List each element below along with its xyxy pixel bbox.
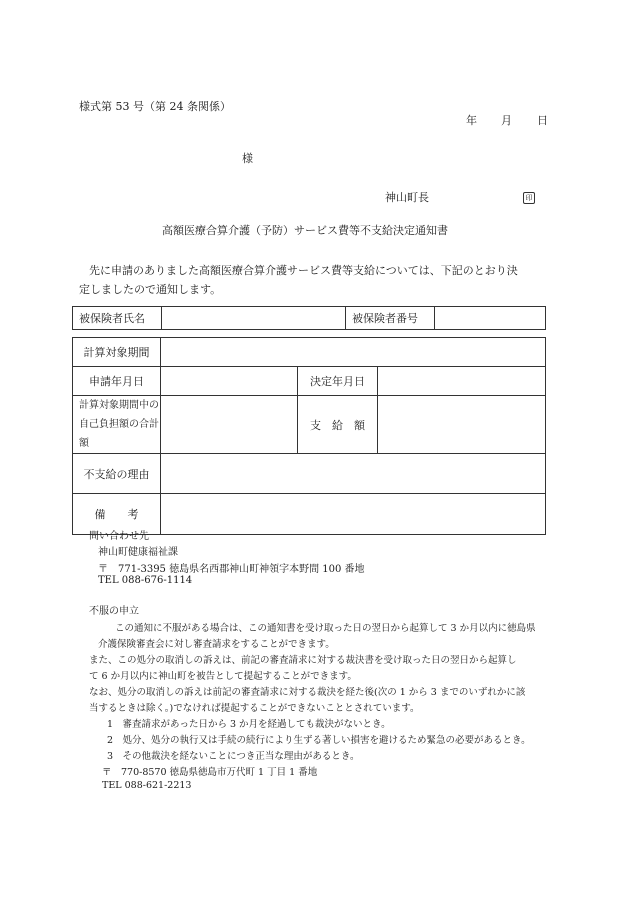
period-field[interactable]	[161, 338, 546, 367]
period-label: 計算対象期間	[73, 338, 161, 367]
appeal-line: て 6 か月以内に神山町を被告として提起することができます。	[89, 671, 357, 682]
payment-field[interactable]	[378, 396, 546, 454]
payment-label: 支 給 額	[298, 396, 378, 454]
insured-number-label: 被保険者番号	[346, 307, 435, 330]
decision-date-field[interactable]	[378, 367, 546, 396]
selfpay-label	[73, 396, 161, 454]
date-year-label: 年	[466, 114, 477, 127]
insured-number-field[interactable]	[435, 307, 546, 330]
date-month-label: 月	[501, 114, 512, 127]
appeal-line: 1 審査請求があった日から 3 か月を経過しても裁決がないとき。	[107, 719, 391, 730]
addressee-suffix: 様	[242, 152, 253, 165]
issuer-name: 神山町長	[385, 191, 429, 204]
appeal-line: 〒 770-8570 徳島県徳島市万代町 1 丁目 1 番地	[102, 767, 318, 778]
document-title: 高額医療合算介護（予防）サービス費等不支給決定通知書	[162, 224, 448, 237]
insured-name-field[interactable]	[162, 307, 346, 330]
intro-line-2: 定しましたので通知します。	[79, 283, 222, 296]
apply-date-field[interactable]	[161, 367, 298, 396]
appeal-line: TEL 088-621-2213	[102, 780, 192, 791]
appeal-heading: 不服の申立	[89, 606, 139, 617]
contact-postal: 〒 771-3395 徳島県名西郡神山町神領字本野間 100 番地	[98, 564, 365, 575]
reason-label: 不支給の理由	[73, 454, 161, 494]
seal-mark	[523, 190, 535, 204]
remarks-field[interactable]	[161, 494, 546, 535]
form-number: 様式第 53 号（第 24 条関係）	[79, 100, 231, 113]
decision-table	[72, 337, 546, 535]
contact-dept: 神山町健康福祉課	[98, 547, 178, 558]
remarks-label: 備 考	[73, 494, 161, 535]
selfpay-field[interactable]	[161, 396, 298, 454]
contact-heading: 問い合わせ先	[89, 531, 149, 542]
contact-tel: TEL 088-676-1114	[98, 575, 193, 586]
date-day-label: 日	[537, 114, 548, 127]
insured-name-label: 被保険者氏名	[73, 307, 162, 330]
appeal-line: 当するときは除く。)でなければ提起することができないこととされています。	[89, 703, 420, 714]
appeal-line: また、この処分の取消しの訴えは、前記の審査請求に対する裁決書を受け取った日の翌日から起算し	[89, 655, 517, 666]
intro-line-1: 先に申請のありました高額医療合算介護サービス費等支給については、下記のとおり決	[89, 264, 518, 277]
decision-date-label: 決定年月日	[298, 367, 378, 396]
selfpay-label-line-1: 計算対象期間中の	[79, 400, 159, 411]
reason-field[interactable]	[161, 454, 546, 494]
apply-date-label: 申請年月日	[73, 367, 161, 396]
appeal-line: なお、処分の取消しの訴えは前記の審査請求に対する裁決を経た後(次の 1 から 3 までのいずれかに該	[89, 687, 526, 698]
appeal-line: 介護保険審査会に対し審査請求をすることができます。	[98, 639, 335, 650]
appeal-line: 2 処分、処分の執行又は手続の続行により生ずる著しい損害を避けるため緊急の必要があるとき。	[107, 735, 531, 746]
seal-icon: 印	[523, 192, 535, 204]
selfpay-label-line-2: 自己負担額の合計額	[79, 419, 159, 449]
insured-table	[72, 306, 546, 330]
appeal-line: この通知に不服がある場合は、この通知書を受け取った日の翌日から起算して 3 か月以内に徳島県	[115, 623, 536, 634]
appeal-line: 3 その他裁決を経ないことにつき正当な理由があるとき。	[107, 751, 360, 762]
